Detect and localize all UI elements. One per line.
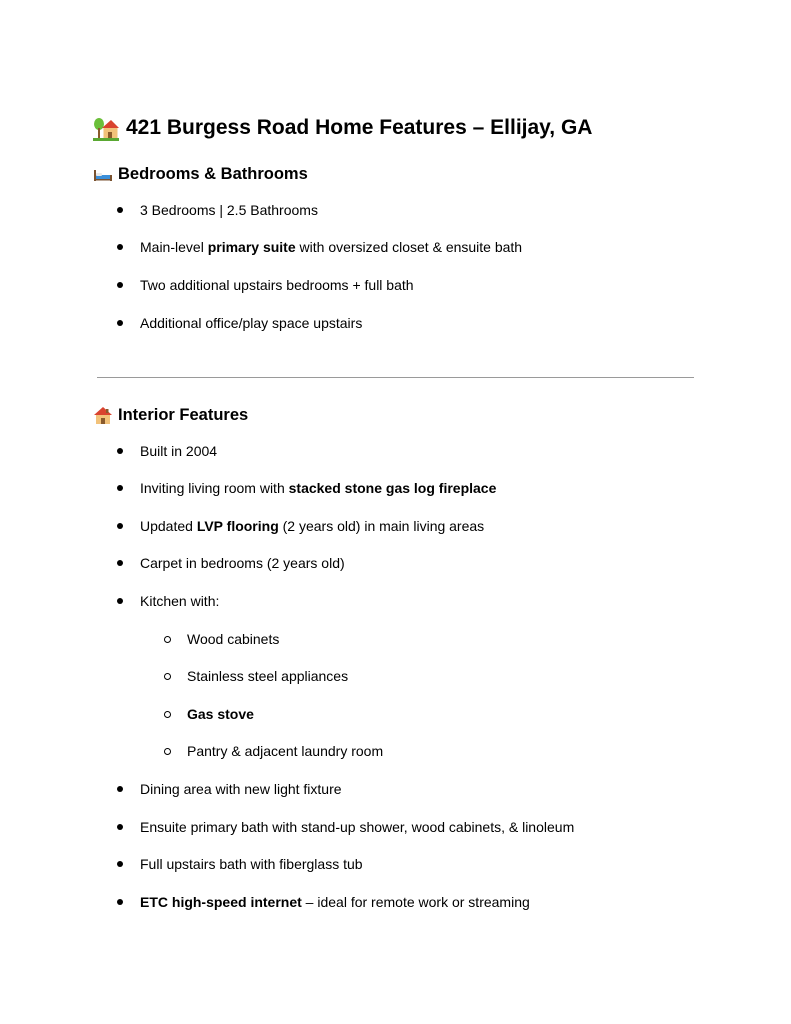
bullet-dot (117, 861, 123, 867)
item-text: Kitchen with: (140, 593, 220, 609)
item-text: – ideal for remote work or streaming (301, 894, 530, 910)
bullet-dot (117, 448, 123, 454)
list-item (116, 818, 574, 836)
horizontal-divider (97, 377, 694, 378)
item-bold-text: primary suite (207, 239, 296, 255)
section-heading-text: Interior Features (118, 405, 249, 424)
item-bold-text: ETC high-speed internet (140, 894, 302, 910)
item-text: Two additional upstairs bedrooms + full bath (140, 277, 414, 293)
section-heading-text: Bedrooms & Bathrooms (118, 164, 308, 183)
bed-icon (93, 164, 113, 184)
bullet-dot (117, 320, 123, 326)
bullet-dot (117, 244, 123, 250)
title-text: 421 Burgess Road Home Features – Ellijay, GA (126, 116, 593, 139)
list-item (116, 780, 342, 798)
bullet-dot (117, 282, 123, 288)
item-text: (2 years old) in main living areas (278, 518, 485, 534)
item-bold-text: Gas stove (187, 706, 254, 722)
item-text: Wood cabinets (187, 631, 280, 647)
list-item (116, 517, 484, 535)
bullet-dot (117, 598, 123, 604)
item-text: Full upstairs bath with fiberglass tub (140, 856, 363, 872)
bullet-dot (117, 560, 123, 566)
bullet-dot (117, 523, 123, 529)
list-item (116, 442, 217, 460)
list-item (116, 479, 496, 497)
house-with-garden-icon (93, 115, 119, 141)
bullet-dot (117, 485, 123, 491)
item-text: Main-level (140, 239, 208, 255)
list-item (116, 238, 522, 256)
item-text: Stainless steel appliances (187, 668, 349, 684)
bullet-ring (164, 748, 171, 755)
bullet-dot (117, 786, 123, 792)
bullet-dot (117, 207, 123, 213)
list-item (116, 893, 530, 911)
item-bold-text: stacked stone gas log fireplace (288, 480, 497, 496)
bullet-dot (117, 899, 123, 905)
bullet-ring (164, 711, 171, 718)
sub-list-item (163, 667, 348, 685)
item-bold-text: LVP flooring (196, 518, 279, 534)
section-heading-bedrooms (93, 164, 308, 184)
list-item (116, 201, 318, 219)
list-item (116, 855, 363, 873)
item-text: 3 Bedrooms | 2.5 Bathrooms (140, 202, 318, 218)
sub-list-item (163, 630, 279, 648)
item-text: Ensuite primary bath with stand-up shower, wood cabinets, & linoleum (140, 819, 575, 835)
item-text: Pantry & adjacent laundry room (187, 743, 384, 759)
bullet-dot (117, 824, 123, 830)
bullet-ring (164, 636, 171, 643)
item-text: with oversized closet & ensuite bath (295, 239, 523, 255)
sub-list-item (163, 742, 383, 760)
house-icon (93, 405, 113, 425)
page-title (93, 115, 592, 141)
list-item (116, 554, 345, 572)
list-item (116, 592, 219, 610)
item-text: Updated (140, 518, 197, 534)
list-item (116, 276, 414, 294)
item-text: Carpet in bedrooms (2 years old) (140, 555, 345, 571)
item-text: Inviting living room with (140, 480, 289, 496)
item-text: Additional office/play space upstairs (140, 315, 363, 331)
item-text: Built in 2004 (140, 443, 218, 459)
section-heading-interior (93, 405, 248, 425)
bullet-ring (164, 673, 171, 680)
list-item (116, 314, 362, 332)
sub-list-item (163, 705, 254, 723)
item-text: Dining area with new light fixture (140, 781, 342, 797)
